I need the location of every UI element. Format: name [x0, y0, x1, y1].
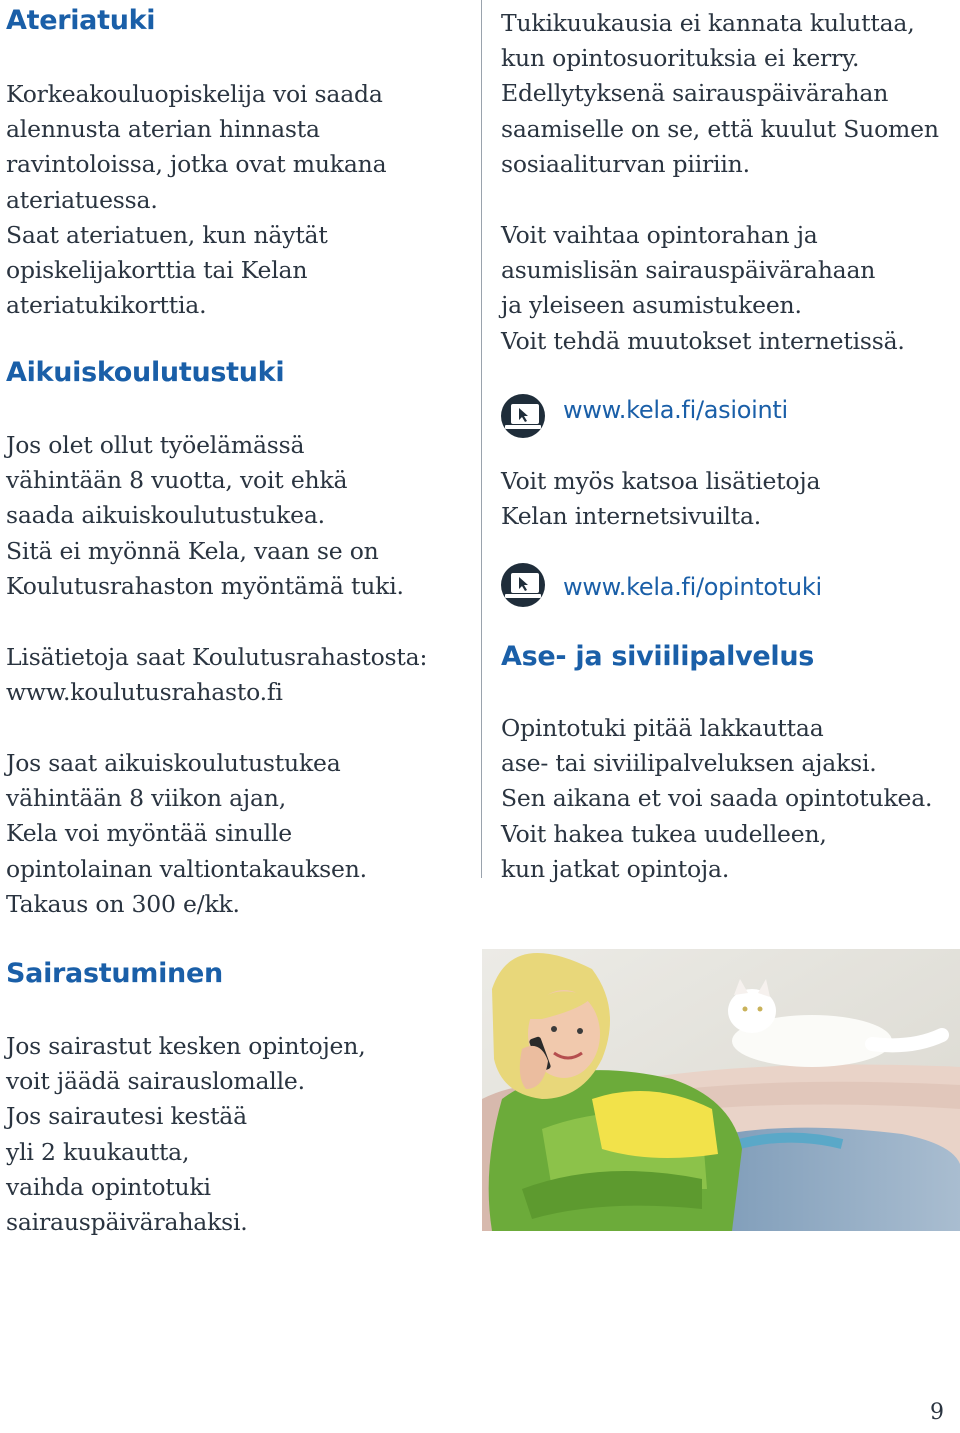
- text-line: Takaus on 300 e/kk.: [6, 889, 240, 918]
- text-line: vähintään 8 viikon ajan,: [6, 784, 286, 813]
- text-line: Jos saat aikuiskoulutustukea: [6, 749, 341, 777]
- heading-aikuiskoulutustuki: Aikuiskoulutustuki: [6, 357, 285, 388]
- text-line: asumislisän sairauspäivärahaan: [501, 256, 876, 285]
- text-line: sosiaaliturvan piiriin.: [501, 149, 750, 178]
- column-divider: [481, 0, 482, 878]
- koulutusrahasto-url: www.koulutusrahasto.fi: [6, 678, 283, 707]
- heading-ateriatuki: Ateriatuki: [6, 5, 156, 36]
- link-opintotuki[interactable]: www.kela.fi/opintotuki: [563, 573, 822, 601]
- text-line: Kelan internetsivuilta.: [501, 502, 762, 531]
- text-line: ja yleiseen asumistukeen.: [501, 291, 802, 320]
- text-line: Voit hakea tukea uudelleen,: [501, 819, 827, 848]
- text-line: saada aikuiskoulutustukea.: [6, 501, 325, 530]
- text-line: kun jatkat opintoja.: [501, 854, 730, 883]
- text-line: vähintään 8 vuotta, voit ehkä: [6, 466, 348, 495]
- text-line: Sitä ei myönnä Kela, vaan se on: [6, 536, 379, 565]
- text-line: opintolainan valtiontakauksen.: [6, 854, 367, 883]
- text-line: Jos sairastut kesken opintojen,: [6, 1032, 366, 1060]
- text-line: Jos olet ollut työelämässä: [6, 431, 305, 459]
- text-line: Voit myös katsoa lisätietoja: [501, 467, 821, 495]
- text-line: Voit tehdä muutokset internetissä.: [501, 326, 905, 355]
- text-line: ateriatuessa.: [6, 185, 158, 214]
- heading-sairastuminen: Sairastuminen: [6, 958, 223, 989]
- web-link-icon: [500, 562, 546, 608]
- text-line: Saat ateriatuen, kun näytät: [6, 220, 328, 249]
- aikuiskoulutustuki-text-1: [6, 428, 404, 604]
- text-line: yli 2 kuukautta,: [6, 1137, 190, 1166]
- text-line: Edellytyksenä sairauspäivärahan: [501, 79, 889, 108]
- text-line: ravintoloissa, jotka ovat mukana: [6, 150, 387, 179]
- aikuiskoulutustuki-text-3: [6, 746, 367, 922]
- aikuiskoulutustuki-text-2: [6, 640, 427, 710]
- photo-illustration: [482, 949, 960, 1231]
- text-line: Jos sairautesi kestää: [6, 1102, 247, 1131]
- ase-text: [501, 711, 932, 887]
- text-line: Sen aikana et voi saada opintotukea.: [501, 784, 933, 813]
- text-line: saamiselle on se, että kuulut Suomen: [501, 114, 939, 143]
- text-line: Voit vaihtaa opintorahan ja: [501, 221, 818, 249]
- ateriatuki-text: [6, 77, 386, 323]
- right-text-2: [501, 218, 905, 359]
- heading-ase-siviilipalvelus: Ase- ja siviilipalvelus: [501, 641, 815, 672]
- sairastuminen-text: [6, 1029, 365, 1240]
- web-link-icon: [500, 393, 546, 439]
- photo-student-on-phone: [482, 949, 960, 1231]
- text-line: Koulutusrahaston myöntämä tuki.: [6, 571, 404, 600]
- text-line: ase- tai siviilipalveluksen ajaksi.: [501, 749, 877, 778]
- text-line: Lisätietoja saat Koulutusrahastosta:: [6, 643, 428, 671]
- text-line: Tukikuukausia ei kannata kuluttaa,: [501, 9, 915, 37]
- text-line: opiskelijakorttia tai Kelan: [6, 256, 308, 285]
- text-line: voit jäädä sairauslomalle.: [6, 1067, 305, 1096]
- text-line: vaihda opintotuki: [6, 1172, 211, 1201]
- text-line: alennusta aterian hinnasta: [6, 115, 320, 144]
- text-line: Korkeakouluopiskelija voi saada: [6, 80, 383, 108]
- page-number: 9: [930, 1400, 944, 1425]
- text-line: kun opintosuorituksia ei kerry.: [501, 44, 860, 73]
- text-line: Kela voi myöntää sinulle: [6, 819, 293, 848]
- text-line: Opintotuki pitää lakkauttaa: [501, 714, 824, 742]
- link-asiointi[interactable]: www.kela.fi/asiointi: [563, 396, 788, 424]
- right-text-1: [501, 6, 939, 182]
- text-line: sairauspäivärahaksi.: [6, 1208, 248, 1237]
- text-line: ateriatukikorttia.: [6, 291, 207, 320]
- right-text-3: [501, 464, 820, 534]
